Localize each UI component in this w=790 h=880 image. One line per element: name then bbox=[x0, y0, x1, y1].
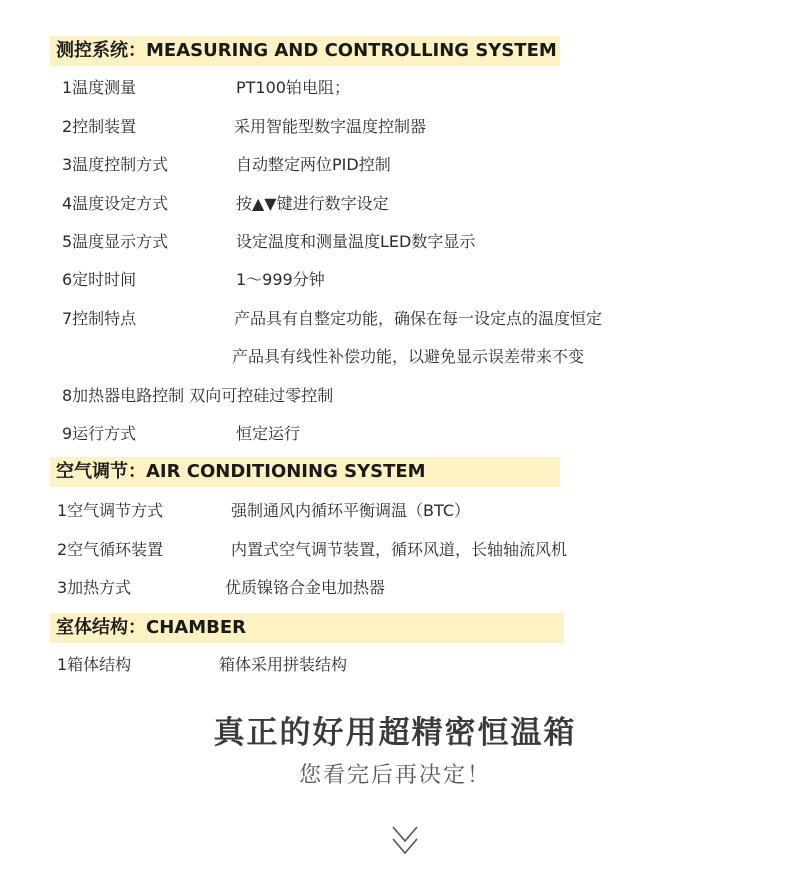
spec-row bbox=[57, 653, 767, 677]
spec-label: 4温度设定方式 bbox=[62, 194, 169, 213]
spec-row bbox=[57, 499, 767, 523]
spec-value: 自动整定两位PID控制 bbox=[236, 155, 391, 174]
spec-row bbox=[62, 192, 762, 216]
section-header-chamber: 室体结构：CHAMBER bbox=[50, 613, 564, 643]
spec-label: 2控制装置 bbox=[62, 117, 137, 136]
spec-row bbox=[57, 576, 767, 600]
spec-label: 6定时时间 bbox=[62, 270, 137, 289]
spec-row bbox=[62, 345, 762, 369]
spec-label: 3温度控制方式 bbox=[62, 155, 169, 174]
spec-value: 1～999分钟 bbox=[236, 270, 325, 289]
spec-value: 设定温度和测量温度LED数字显示 bbox=[236, 232, 476, 251]
spec-value: 箱体采用拼装结构 bbox=[219, 655, 348, 674]
section-header-air: 空气调节：AIR CONDITIONING SYSTEM bbox=[50, 457, 560, 487]
spec-label: 3加热方式 bbox=[57, 578, 132, 597]
spec-value: PT100铂电阻； bbox=[236, 78, 350, 97]
spec-value: 产品具有线性补偿功能，以避免显示误差带来不变 bbox=[232, 347, 585, 366]
spec-value: 产品具有自整定功能，确保在每一设定点的温度恒定 bbox=[234, 309, 603, 328]
section-header-measuring: 测控系统：MEASURING AND CONTROLLING SYSTEM bbox=[50, 36, 560, 66]
spec-row bbox=[62, 384, 762, 408]
spec-label: 1箱体结构 bbox=[57, 655, 132, 674]
spec-row bbox=[62, 422, 762, 446]
spec-row bbox=[62, 230, 762, 254]
spec-label: 9运行方式 bbox=[62, 424, 137, 443]
spec-label: 5温度显示方式 bbox=[62, 232, 169, 251]
spec-value: 采用智能型数字温度控制器 bbox=[234, 117, 427, 136]
spec-row bbox=[62, 153, 762, 177]
spec-row bbox=[62, 115, 762, 139]
spec-label: 1温度测量 bbox=[62, 78, 137, 97]
spec-row bbox=[62, 307, 762, 331]
spec-row bbox=[57, 538, 767, 562]
spec-value: 恒定运行 bbox=[236, 424, 301, 443]
spec-value: 强制通风内循环平衡调温（BTC） bbox=[231, 501, 470, 520]
double-chevron-down-icon bbox=[390, 824, 420, 858]
spec-label: 2空气循环装置 bbox=[57, 540, 164, 559]
spec-label: 7控制特点 bbox=[62, 309, 137, 328]
spec-row bbox=[62, 268, 762, 292]
spec-row bbox=[62, 76, 762, 100]
spec-value: 优质镍铬合金电加热器 bbox=[225, 578, 386, 597]
promo-subline: 您看完后再决定！ bbox=[298, 763, 491, 788]
spec-label: 8加热器电路控制 双向可控硅过零控制 bbox=[62, 386, 334, 405]
promo-tagline: 真正的好用超精密恒温箱 bbox=[213, 715, 577, 751]
spec-value: 按▲▼键进行数字设定 bbox=[236, 194, 389, 213]
spec-value: 内置式空气调节装置，循环风道，长轴轴流风机 bbox=[231, 540, 568, 559]
spec-label: 1空气调节方式 bbox=[57, 501, 164, 520]
